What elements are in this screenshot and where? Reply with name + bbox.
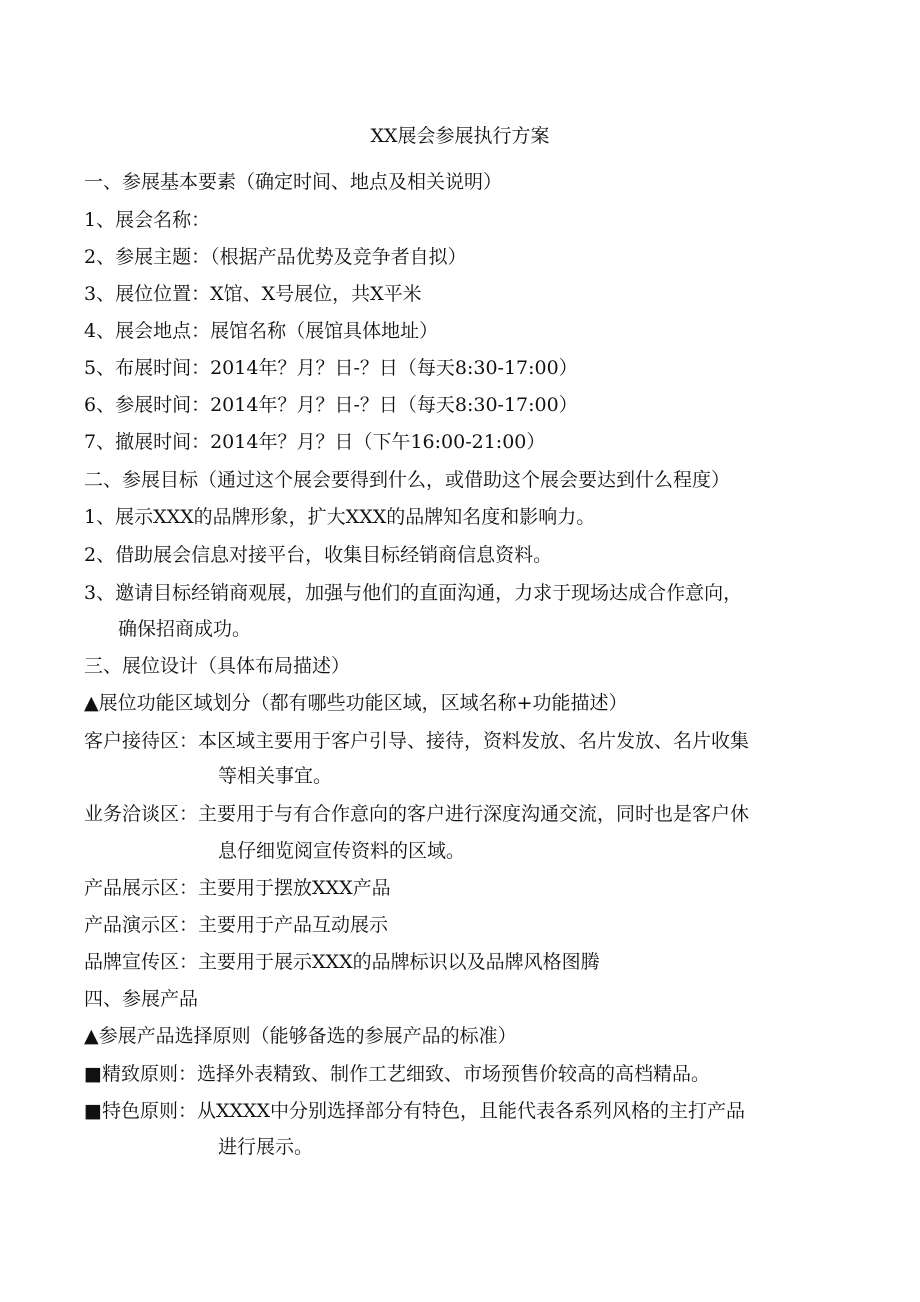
section-1-item-7: 7、撤展时间：2014年？月？日（下午16:00-21:00）	[84, 431, 546, 453]
zone-desc: 主要用于摆放XXX产品	[198, 877, 391, 899]
zone-desc: 主要用于产品互动展示	[198, 914, 389, 936]
zone-desc: 主要用于与有合作意向的客户进行深度沟通交流，同时也是客户休	[198, 803, 750, 825]
section-1-item-2: 2、参展主题：（根据产品优势及竞争者自拟）	[84, 246, 467, 268]
section-4-heading: 四、参展产品	[84, 988, 199, 1010]
section-1-item-1: 1、展会名称：	[84, 209, 211, 231]
zone-desc: 本区域主要用于客户引导、接待，资料发放、名片发放、名片收集	[198, 730, 750, 752]
section-3-heading: 三、展位设计（具体布局描述）	[84, 655, 351, 677]
zone-product-demo	[84, 911, 844, 939]
section-2-heading: 二、参展目标（通过这个展会要得到什么，或借助这个展会要达到什么程度）	[84, 469, 731, 491]
section-1-item-5: 5、布展时间：2014年？月？日-？日（每天8:30-17:00）	[84, 357, 578, 379]
principle-desc: 选择外表精致、制作工艺细致、市场预售价较高的高档精品。	[196, 1063, 710, 1085]
section-1-item-6: 6、参展时间：2014年？月？日-？日（每天8:30-17:00）	[84, 394, 578, 416]
zone-negotiation-cont: 息仔细览阅宣传资料的区域。	[218, 840, 466, 862]
section-3-subheading: ▲展位功能区域划分（都有哪些功能区域，区域名称+功能描述）	[84, 692, 628, 714]
zone-label: 客户接待区：	[84, 730, 199, 752]
zone-label: 品牌宣传区：	[84, 951, 199, 973]
zone-label: 产品展示区：	[84, 877, 199, 899]
section-2-item-3-cont: 确保招商成功。	[118, 618, 252, 640]
zone-reception	[84, 727, 844, 755]
section-4-subheading: ▲参展产品选择原则（能够备选的参展产品的标准）	[84, 1025, 517, 1047]
principle-distinctive-cont: 进行展示。	[218, 1136, 314, 1158]
zone-reception-cont: 等相关事宜。	[218, 765, 333, 787]
principle-distinctive	[84, 1097, 844, 1125]
zone-desc: 主要用于展示XXX的品牌标识以及品牌风格图腾	[198, 951, 600, 973]
section-1-item-3: 3、展位位置：X馆、X号展位，共X平米	[84, 283, 422, 305]
section-2-item-2: 2、借助展会信息对接平台，收集目标经销商信息资料。	[84, 544, 553, 566]
zone-product-display	[84, 874, 844, 902]
document-title: XX展会参展执行方案	[370, 125, 550, 147]
section-1-item-4: 4、展会地点：展馆名称（展馆具体地址）	[84, 320, 439, 342]
zone-label: 业务洽谈区：	[84, 803, 199, 825]
principle-refined	[84, 1060, 844, 1088]
principle-label: ■精致原则：	[84, 1063, 197, 1085]
section-2-item-3: 3、邀请目标经销商观展，加强与他们的直面沟通，力求于现场达成合作意向，	[84, 582, 743, 604]
zone-brand-promo	[84, 948, 844, 976]
principle-desc: 从XXXX中分别选择部分有特色，且能代表各系列风格的主打产品	[196, 1100, 746, 1122]
zone-negotiation	[84, 800, 844, 828]
zone-label: 产品演示区：	[84, 914, 199, 936]
section-2-item-1: 1、展示XXX的品牌形象，扩大XXX的品牌知名度和影响力。	[84, 506, 596, 528]
principle-label: ■特色原则：	[84, 1100, 197, 1122]
section-1-heading: 一、参展基本要素（确定时间、地点及相关说明）	[84, 171, 503, 193]
